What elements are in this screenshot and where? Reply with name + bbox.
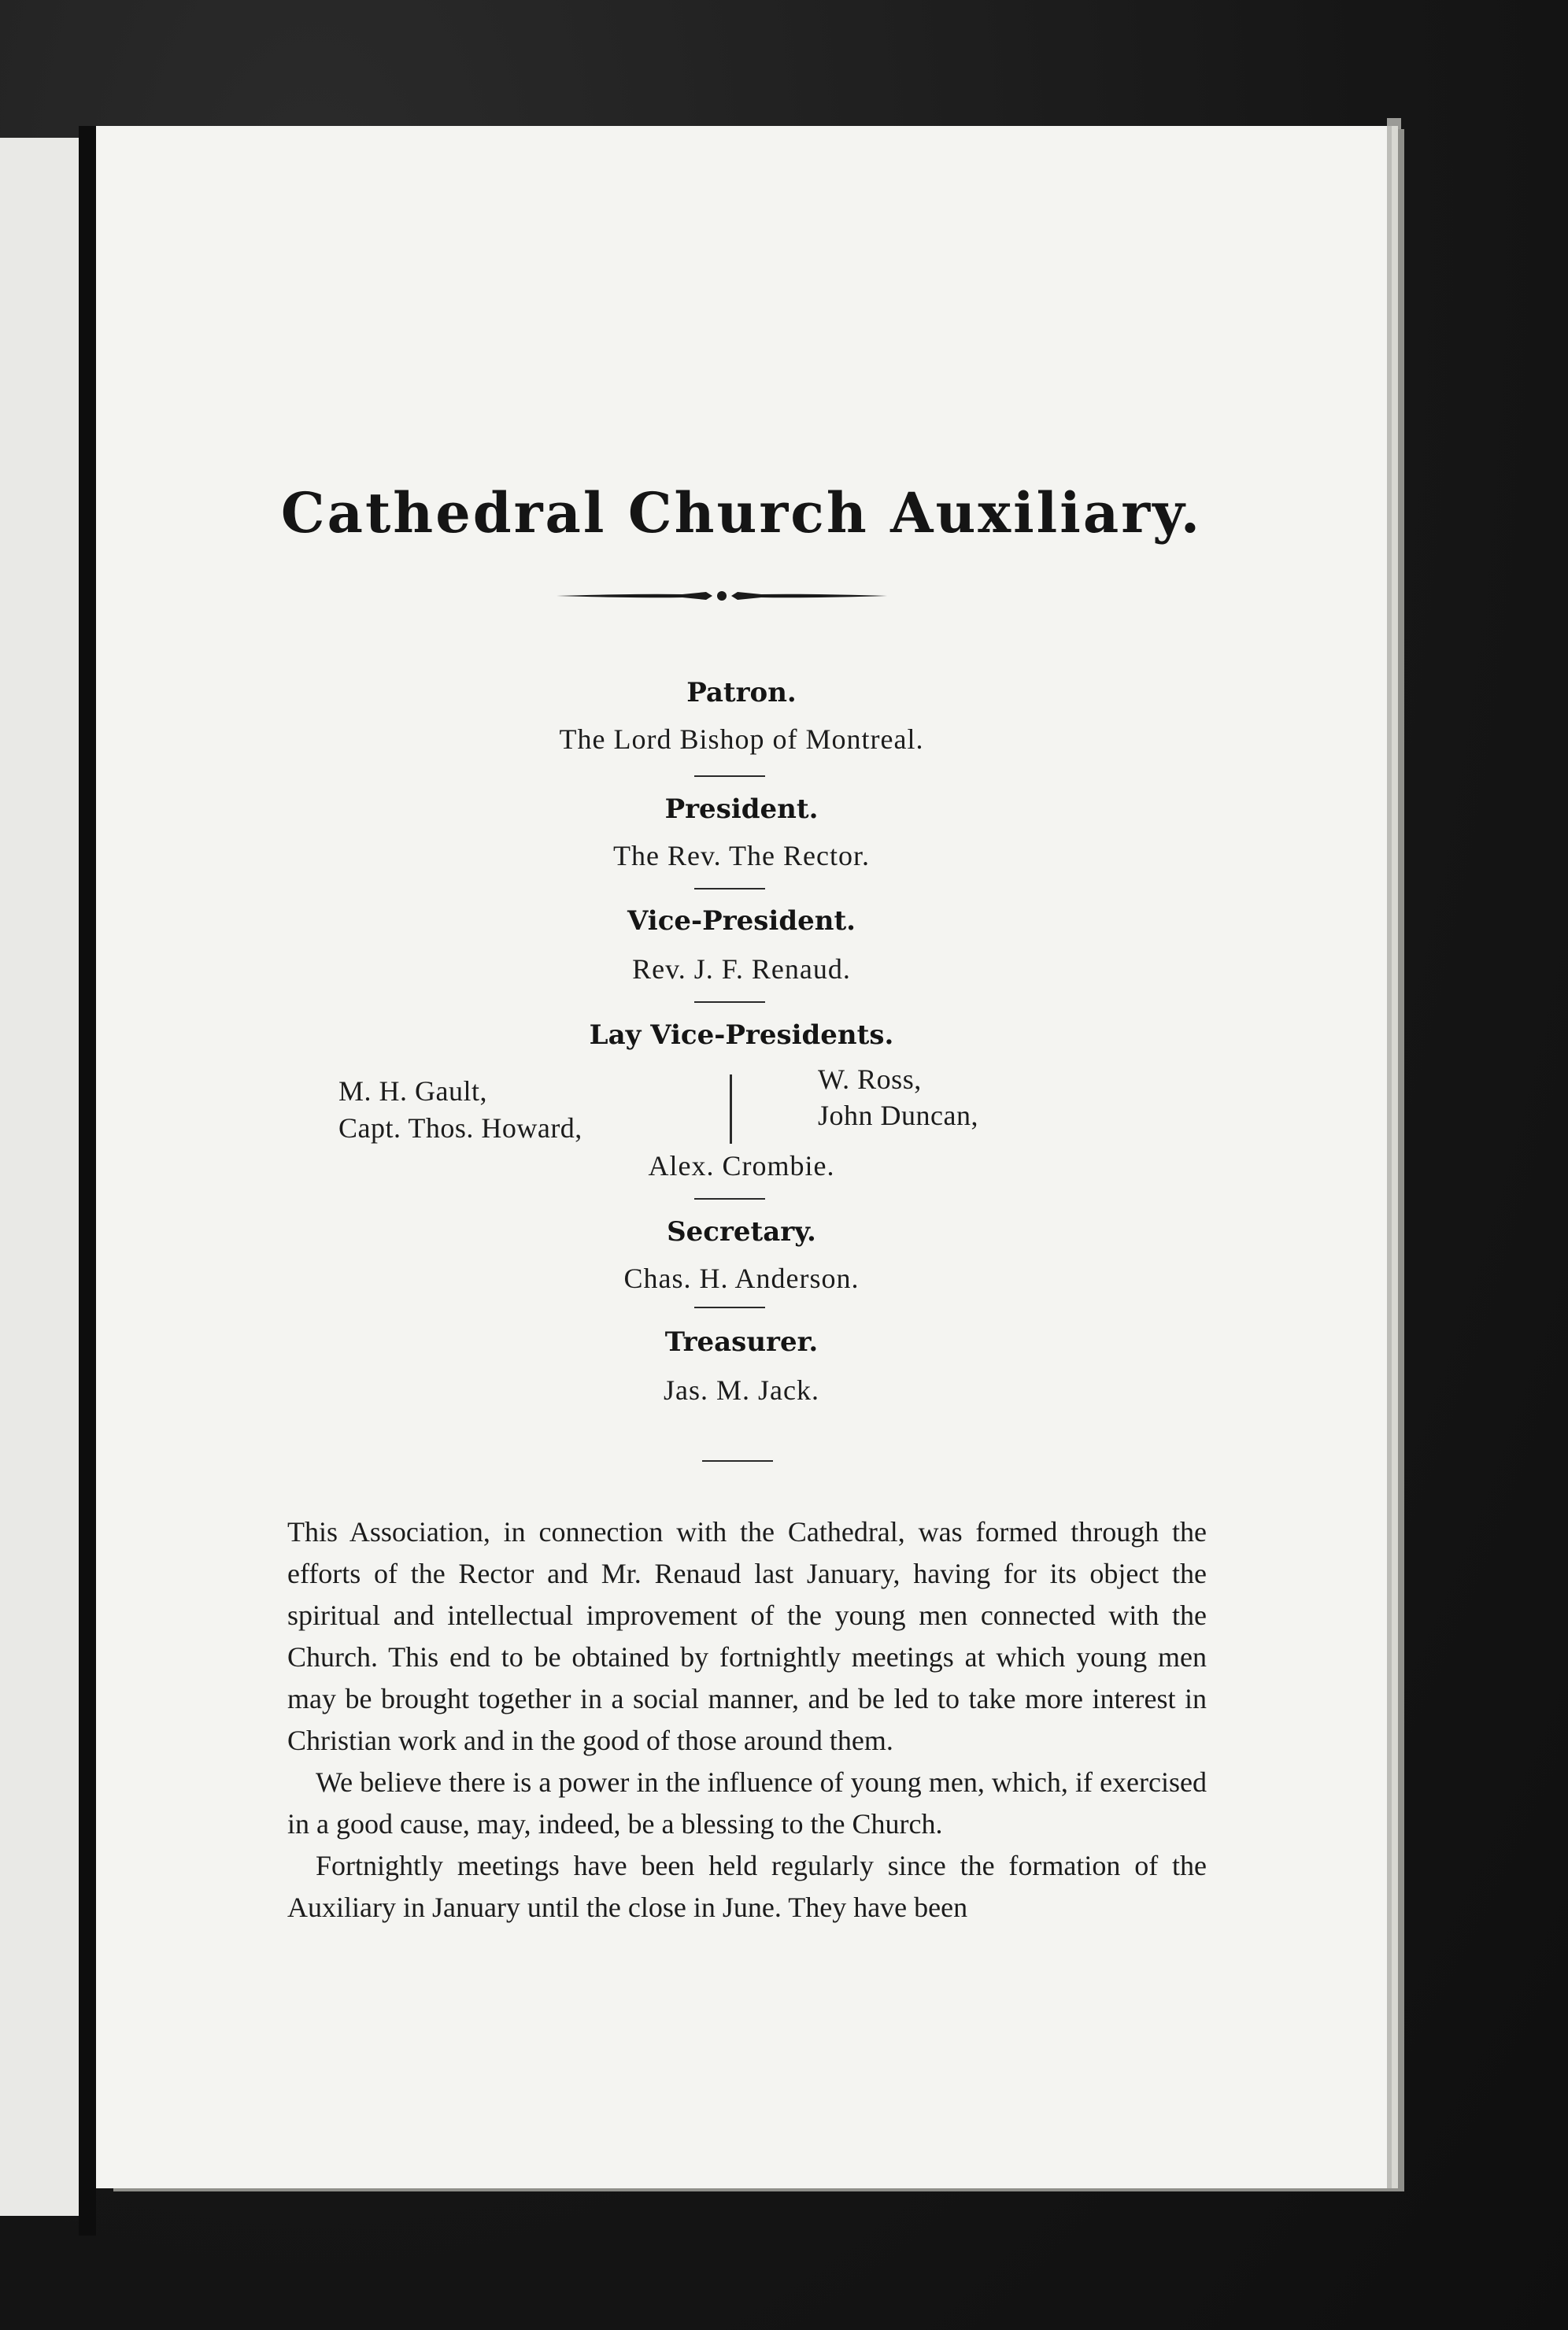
heading-patron: Patron. — [686, 677, 797, 708]
page-title: Cathedral Church Auxiliary. — [280, 480, 1203, 546]
president-name: The Rev. The Rector. — [613, 840, 870, 871]
separator — [694, 1001, 765, 1003]
heading-vice-president: Vice-President. — [627, 905, 856, 937]
lay-vp-right-2: John Duncan, — [818, 1100, 978, 1131]
heading-lay-vice-presidents: Lay Vice-Presidents. — [589, 1019, 894, 1051]
lay-vp-right-1: W. Ross, — [818, 1063, 922, 1095]
book-gutter — [79, 126, 96, 2236]
body-text — [287, 1511, 1207, 1929]
lay-vp-left-2: Capt. Thos. Howard, — [338, 1112, 582, 1144]
lay-vp-center: Alex. Crombie. — [648, 1150, 835, 1182]
secretary-name: Chas. H. Anderson. — [623, 1263, 860, 1294]
heading-president: President. — [664, 793, 819, 825]
separator — [694, 888, 765, 889]
separator — [694, 775, 765, 777]
vice-president-name: Rev. J. F. Renaud. — [632, 953, 851, 985]
document-page — [96, 126, 1387, 2188]
facing-page-edge — [0, 138, 79, 2216]
paragraph: Fortnightly meetings have been held regularly since the formation of the Auxiliary in January until the close in June. They have been — [287, 1850, 1207, 1923]
separator — [694, 1198, 765, 1200]
lay-vp-left-1: M. H. Gault, — [338, 1075, 487, 1107]
patron-name: The Lord Bishop of Montreal. — [559, 723, 924, 755]
paragraph: This Association, in connection with the Cathedral, was formed through the efforts of the Rector and Mr. Renaud last January, having for its object the spiritual and intellectual improvement of the young men connected with the Church. This end to be obtained by fortnightly meetings at which young men may be brought together in a social manner, and be led to take more interest in Christian work and in the good of those around them. — [287, 1516, 1207, 1756]
separator — [694, 1307, 765, 1308]
paragraph: We believe there is a power in the influence of young men, which, if exercised in a good cause, may, indeed, be a blessing to the Church. — [287, 1766, 1207, 1840]
column-divider — [730, 1074, 732, 1144]
page-stack-edge — [1387, 118, 1401, 2165]
ornament-divider — [557, 584, 887, 608]
separator — [702, 1460, 773, 1462]
heading-secretary: Secretary. — [667, 1216, 816, 1248]
treasurer-name: Jas. M. Jack. — [664, 1374, 819, 1406]
heading-treasurer: Treasurer. — [664, 1326, 819, 1358]
